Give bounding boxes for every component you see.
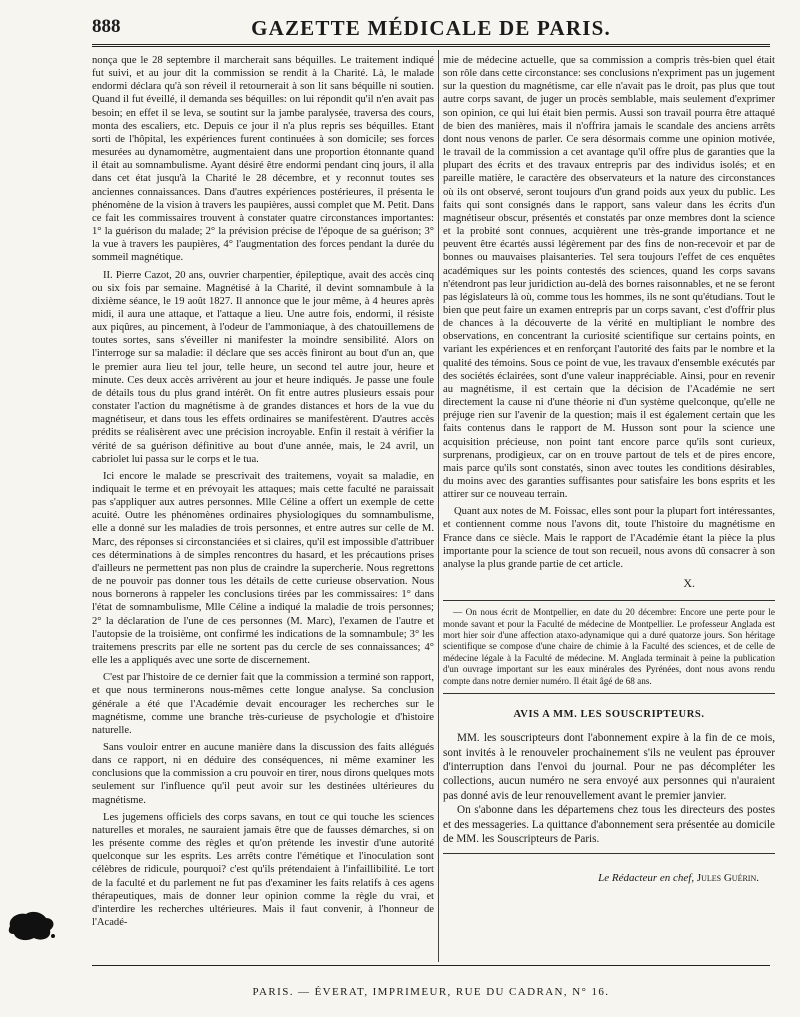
printer-footer: PARIS. — ÉVERAT, IMPRIMEUR, RUE DU CADRAN, N° 16.: [252, 986, 610, 998]
news-note: [443, 607, 775, 687]
paragraph: Ici encore le malade se prescrivait des traitemens, voyait sa maladie, en indiquait le terme et en prévoyait les attaques; mais cette faculté ne paraissait pas s'appliquer aux autres personnes. Mlle Céline a offert un exemple de cette acuité. Outre les phénomènes ordinaires physiologiques du somnambulisme, elle a donné sur les maladies de trois personnes, et entre autres sur celle de M. Marc, des réponses si circonstanciées et si claires, qu'il est impossible d'attribuer ces déterminations à de simples rencontres du hasard, et les précautions prises d'ailleurs ne permettent pas non plus de craindre la supercherie. Nous regrettons de ne pouvoir pas donner tous les détails de cette curieuse observation. Nous nous bornerons à rappeler les conclusions tirées par les commissaires: 1° dans l'état de somnambulisme, Mlle Céline a indiqué la maladie de trois personnes; 2° la déclaration de l'une de ces personnes (M. Marc), l'examen de l'autre et l'autopsie de la troisième, ont confirmé les indications de la somnambule; 3° les traitemens prescrits par elle ne sortent pas du cercle de ses connaissances; 4° elle les a appliqués avec une sorte de discernement.: [92, 470, 434, 667]
editor-name: Jules Guérin.: [696, 871, 759, 884]
news-note-text: — On nous écrit de Montpellier, en date du 20 décembre: Encore une perte pour le monde savant et pour la Faculté de médecine de Montpellier. Le professeur Anglada est mort hier soir d'une affection ataxo-adynamique qui a duré quatorze jours. Son héritage scientifique se compose d'une chaire de chimie à la Faculté des sciences, et de celle de médecine légale à la Faculté de médecine. M. Anglada terminait à peine la publication d'un ouvrage important sur les eaux minérales des Pyrénées, dont nous avons rendu compte dans notre dernier numéro. Il était âgé de 68 ans.: [443, 607, 775, 686]
right-column: [443, 54, 775, 885]
paragraph: nonça que le 28 septembre il marcherait sans béquilles. Le traitement indiqué fut suivi, et au jour dit la commission se rendit à la Charité. Là, le malade endormi déclara qu'à son réveil il retournerait à son lit sans béquille ni soutien. Quand il fut éveillé, il demanda ses béquilles: on lui répondit qu'il n'en avait pas besoin; en effet il se leva, se soutint sur la jambe paralysée, traversa des cours, monta des escaliers, etc. Depuis ce jour il n'a plus repris ses béquilles. Etant sorti de l'hôpital, les expériences furent continuées à son domicile; ses forces mesurées au dynamomètre, augmentaient dans une proportion étonnante quand il était au somnambulisme. Ayant désiré être endormi pendant cinq jours, il alla dans cet état jusqu'à la Charité le 28 décembre, et y reconnut toutes ses anciennes connaissances. Dans d'autres expériences postérieures, il présenta le phénomène de la vision à travers les paupières, aussi complet que M. Petit. Dans ce fait les commissaires trouvent à constater quatre circonstances importantes: 1° la guérison du malade; 2° la prévision précise de l'époque de sa guérison; 3° la vue à travers les paupières, 4° l'augmentation des forces pendant la durée du sommeil magnétique.: [92, 55, 434, 264]
avis-body: [443, 731, 775, 846]
author-signature-x: X.: [683, 576, 695, 591]
paragraph: Les jugemens officiels des corps savans, en tout ce qui touche les sciences naturelles et morales, ne sauraient jamais être que de fausses démarches, si on les présente comme des règles et qu'on prétende les investir d'une autorité quelconque sur les esprits. Les arrêts contre l'émétique et l'inoculation sont célèbres de ridicule, pourquoi? c'est qu'ils prétendaient à l'infaillibilité. Le tort de la faculté et du parlement ne fut pas d'examiner les faits relatifs à ces agens thérapeutiques, mais de donner leur opinion comme la règle du vrai, et d'interdire les recherches ultérieures. Mais il faut convenir, à l'honneur de l'Acadé-: [92, 811, 434, 928]
page-number: 888: [92, 16, 121, 37]
ink-stain: [6, 908, 58, 944]
column-divider: [438, 50, 439, 962]
header-rule: [92, 44, 770, 50]
left-column: [92, 54, 434, 933]
editor-label: Le Rédacteur en chef,: [598, 871, 695, 884]
paragraph: Quant aux notes de M. Foissac, elles sont pour la plupart fort intéressantes, et contiennent comme nous l'avons dit, toute l'histoire du magnétisme en France dans ce siècle. Mais le rapport de l'Académie étant la pièce la plus importante pour la science de tout son recueil, nous avons dû consacrer à son analyse la plus grande partie de cet article.: [443, 506, 775, 570]
section-separator: [443, 693, 775, 694]
avis-title: AVIS A MM. LES SOUSCRIPTEURS.: [513, 709, 705, 721]
paragraph: II. Pierre Cazot, 20 ans, ouvrier charpentier, épileptique, avait des accès cinq ou six fois par semaine. Magnétisé à la Charité, il devint somnambule à la dixième séance, le 19 août 1827. Il annonce que le jour même, à 4 heures après midi, il aura une attaque, et l'attaque a lieu. Une autre fois, endormi, il résiste aux piqûres, au pincement, à l'odeur de l'ammoniaque, à des chatouillemens de toutes sortes, sans s'éveiller ni manifester la moindre sensibilité. Alors on l'interroge sur sa maladie: il déclare que ses accès finiront au bout d'un an, que le premier aura lieu tel jour, telle heure, un second tel autre jour, heure et minute. Ces deux accès arrivèrent au jour et heure indiqués. Je passe une foule de détails tous du plus grand intérêt. On fit entre autres plusieurs essais pour constater l'action du magnétisme à de grandes distances et hors de la vue du magnétiseur, et dans tous les effets ordinaires se manifestèrent. D'autres accès prédits se réalisèrent avec une précision incroyable. Enfin il restait à vérifier la vérité de sa guérison définitive au bout d'une année, mais, le 24 avril, un cabriolet lui passa sur le corps et le tua.: [92, 269, 434, 465]
paragraph: Sans vouloir entrer en aucune manière dans la discussion des faits allégués dans ce rapport, ni en déduire des conséquences, ni même examiner les conclusions que la commission a cru pouvoir en tirer, nous dirons quelques mots seulement sur l'influence qu'il peut avoir sur les destinées ultérieures du magnétisme.: [92, 741, 434, 806]
editor-signature: [443, 872, 775, 885]
section-separator: [443, 600, 775, 601]
avis-paragraph: On s'abonne dans les départemens chez tous les directeurs des postes et des messageries. La quittance d'abonnement sera présentée au domicile de MM. les Souscripteurs de Paris.: [443, 804, 775, 846]
page-header: [92, 16, 770, 42]
journal-title: GAZETTE MÉDICALE DE PARIS.: [251, 16, 611, 40]
paragraph: C'est par l'histoire de ce dernier fait que la commission a terminé son rapport, et que nous terminerons nous-mêmes cette longue analyse. Sa conclusion générale a été que l'Académie devait encourager les recherches sur le magnétisme, comme une branche très-curieuse de psychologie et d'histoire naturelle.: [92, 672, 434, 736]
section-separator: [443, 853, 775, 854]
paragraph: mie de médecine actuelle, que sa commission a compris très-bien quel était son rôle dans cette circonstance: ses conclusions n'expriment pas un jugement sur la question du magnétisme, car elle n'avait pas le droit, pas plus que tout autre corps savant, de juger un procès semblable, mais seulement d'exprimer son opinion, ce qui lui était bien permis. Aussi son travail pourra être attaqué de bien des manières, mais il n'offrira jamais le scandale des anciens arrêts dont nous venons de parler. Ce sera désormais comme une opinion motivée, le travail de la commission a cet avantage qu'il offre plus de garanties que la plupart des écrits et des travaux entrepris par des individus isolés; et en pareille matière, le caractère des observateurs et la nature des circonstances où ils ont observé, seront toujours d'un grand poids aux yeux du public. Les faits qui sont consignés dans le rapport, sans valeur dans les écrits d'un magnétiseur obscur, présentés et constatés par onze membres dont la science et la probité sont connues, acquièrent une très-grande importance et ne peuvent être écartés aussi légèrement par des fins de non-recevoir et par de bonnes ou mauvaises plaisanteries. Tel sera toujours l'effet de ces enquêtes académiques sur les points contestés des sciences, quand les corps savans n'étendront pas leur juridiction au-delà des bornes raisonnables, et ne se feront pas législateurs là où, comme tous les hommes, ils ne sont qu'étudians. Tout le bien que peut faire un examen entrepris par un corps savant, c'est d'offrir plus de chances à la découverte de la vérité en multipliant le nombre des observations, en concentrant la curiosité scientifique sur certains points, en variant les expériences et en renforçant l'autorité des faits par le nombre et la qualité des témoins. Sous ce point de vue, les travaux d'ensemble exécutés par des sociétés éclairées, sont d'une valeur inappréciable. Ainsi, pour en revenir au magnétisme, il est certain que la décision de l'Académie ne sert directement la cause ni d'une théorie ni d'un système quelconque, qu'elle ne préjuge rien sur l'avenir de la question; mais il est également certain que les faits contenus dans le rapport de M. Husson sont pour la science une acquisition précieuse, non point tant encore parce qu'ils sont curieux, surprenans, prodigieux, car on en trouve partout de tels et de pires encore, mais parce qu'ils sont constatés, sinon avec toutes les conditions désirables, du moins avec des garanties suffisantes pour satisfaire les bons esprits et les attirer sur ce nouveau terrain.: [443, 55, 775, 501]
footer-rule: [92, 965, 770, 966]
avis-paragraph: MM. les souscripteurs dont l'abonnement expire à la fin de ce mois, sont invités à le renouveler prochainement s'ils ne veulent pas éprouver d'interruption dans l'envoi du journal. Pour ne pas décompléter les collections, aucun numéro ne sera envoyé aux personnes qui n'auraient pas donné avis de leur renouvellement avant le premier janvier.: [443, 732, 775, 802]
